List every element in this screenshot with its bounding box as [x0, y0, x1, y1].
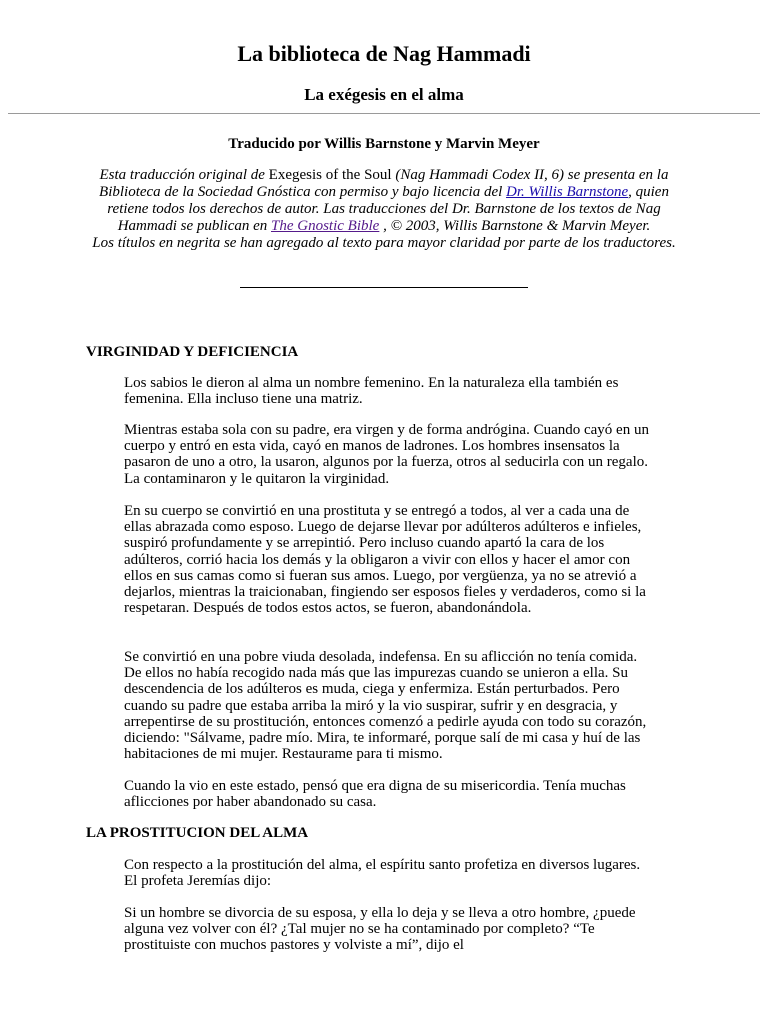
notice-text-1: Esta traducción original de — [99, 167, 269, 183]
paragraph: Mientras estaba sola con su padre, era virgen y de forma andrógina. Cuando cayó en un cuerpo y entró en esta vida, cayó en manos de ladrones. Los hombres insensatos la pasaron de uno a otro, la usaron, algunos por la fuerza, otros al seducirla con un regalo. La contaminaron y le quitaron la virginidad. — [124, 422, 649, 487]
page-title: La biblioteca de Nag Hammadi — [237, 41, 531, 66]
section-heading-prostitucion: LA PROSTITUCION DEL ALMA — [86, 825, 309, 841]
notice-text-4: , © 2003, Willis Barnstone & Marvin Meyer. — [379, 218, 651, 234]
section-heading-virginidad: VIRGINIDAD Y DEFICIENCIA — [86, 344, 299, 360]
section-separator — [240, 287, 528, 288]
paragraph: Los sabios le dieron al alma un nombre femenino. En la naturaleza ella también es femenina. Ella incluso tiene una matriz. — [124, 375, 619, 408]
work-title: Exegesis of the Soul — [268, 167, 392, 183]
gnostic-bible-link[interactable]: The Gnostic Bible — [271, 218, 380, 234]
paragraph: Cuando la vio en este estado, pensó que era digna de su misericordia. Tenía muchas aflicciones por haber abandonado su casa. — [124, 778, 626, 811]
page-subtitle: La exégesis en el alma — [304, 85, 464, 104]
notice-text-2: (Nag Hammadi Codex II, 6) se presenta en la Biblioteca de la Sociedad Gnóstica con permiso y bajo licencia del — [99, 167, 669, 200]
paragraph: En su cuerpo se convirtió en una prostituta y se entregó a todos, al ver a cada una de ellas abrazada como esposo. Luego de dejarse llevar por adúlteros adúlteros e infieles, suspiró profundamente y se arrepintió. Pero incluso cuando apartó la cara de los adúlteros, corrió hacia los demás y la obligaron a vivir con ellos y hacer el amor con ellos en sus camas como si fueran sus amos. Luego, por vergüenza, ya no se atrevió a dejarlos, mientras la traicionaban, fingiendo ser esposos fieles y verdaderos, como si la respetaran. Después de todos estos actos, se fueron, abandonándola. — [124, 503, 646, 617]
paragraph: Con respecto a la prostitución del alma, el espíritu santo profetiza en diversos lugares. El profeta Jeremías dijo: — [124, 857, 641, 890]
paragraph: Si un hombre se divorcia de su esposa, y ella lo deja y se lleva a otro hombre, ¿puede alguna vez volver con él? ¿Tal mujer no se ha contaminado por completo? “Te prostituiste con muchos pastores y volviste a mí”, dijo el — [124, 905, 636, 954]
notice-bold-titles-note: Los títulos en negrita se han agregado al texto para mayor claridad por parte de los traductores. — [92, 235, 676, 251]
notice-text-3: , quien retiene todos los derechos de autor. Las traducciones del Dr. Barnstone de los textos de Nag Hammadi se publican en — [107, 184, 669, 234]
horizontal-rule — [8, 113, 760, 114]
paragraph: Se convirtió en una pobre viuda desolada, indefensa. En su aflicción no tenía comida. De ellos no había recogido nada más que las impurezas cuando se unieron a ella. Su descendencia de los adúlteros es muda, ciega y enfermiza. Están perturbados. Pero cuando su padre que estaba arriba la miró y la vio suspirar, sufrir y en desgracia, y arrepentirse de su prostitución, entonces comenzó a pedirle ayuda con todo su corazón, diciendo: "Sálvame, padre mío. Mira, te informaré, porque salí de mi casa y huí de las habitaciones de mi mujer. Restaurame para ti mismo. — [124, 649, 647, 763]
copyright-notice — [86, 167, 682, 252]
barnstone-link[interactable]: Dr. Willis Barnstone — [506, 184, 629, 200]
translators-credit: Traducido por Willis Barnstone y Marvin Meyer — [228, 136, 540, 152]
